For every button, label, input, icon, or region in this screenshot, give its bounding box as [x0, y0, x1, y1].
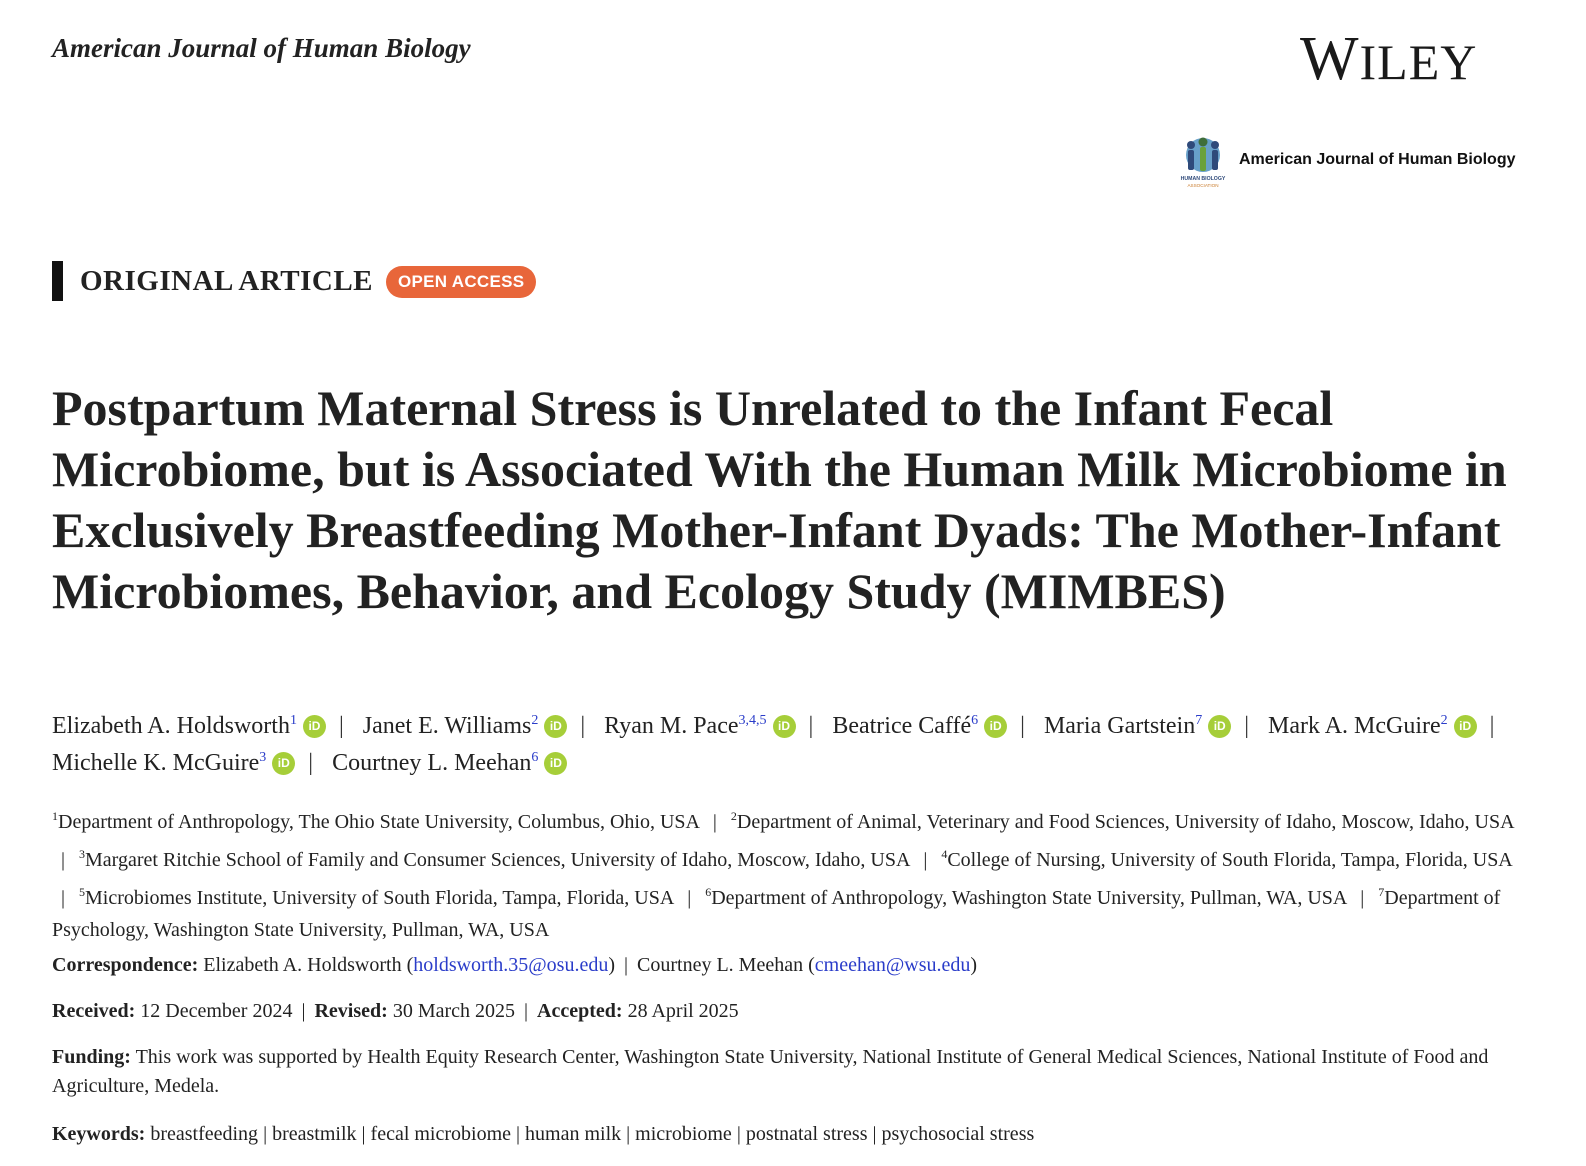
keywords-label: Keywords:	[52, 1123, 146, 1145]
author-list	[52, 705, 1532, 779]
affiliation-number: 5	[79, 885, 86, 899]
orcid-icon[interactable]: iD	[984, 715, 1007, 738]
separator: |	[872, 1123, 877, 1145]
society-block	[1172, 136, 1517, 192]
orcid-icon[interactable]: iD	[303, 715, 326, 738]
received-date: 12 December 2024	[140, 1000, 293, 1022]
affiliation	[941, 849, 1511, 871]
correspondence-person: Elizabeth A. Holdsworth	[203, 954, 402, 976]
society-logo	[1172, 136, 1234, 190]
affiliation-text: Department of Anthropology, Washington State University, Pullman, WA, USA	[711, 887, 1347, 909]
separator: |	[338, 713, 344, 739]
article-title: Postpartum Maternal Stress is Unrelated to the Infant Fecal Microbiome, but is Associated With the Human Milk Microbiome in Exclusively Breastfeeding Mother-Infant Dyads: The Mother-Infant Microbiomes, Behavior, and Ecology Study (MIMBES)	[52, 380, 1507, 619]
svg-text:HUMAN BIOLOGY: HUMAN BIOLOGY	[1180, 176, 1226, 182]
affiliations	[52, 800, 1522, 946]
funding	[52, 1043, 1522, 1101]
affiliation-text: Department of Psychology, Washington State University, Pullman, WA, USA	[52, 887, 1501, 941]
author	[832, 713, 1007, 739]
accepted-date: 28 April 2025	[627, 1000, 739, 1022]
article-dates	[52, 997, 1522, 1026]
author	[332, 750, 567, 776]
keyword[interactable]: psychosocial stress	[881, 1123, 1035, 1145]
separator: |	[61, 849, 66, 871]
keyword[interactable]: microbiome	[635, 1123, 732, 1145]
affiliation	[705, 887, 1346, 909]
keywords	[52, 1120, 1522, 1149]
separator: |	[1489, 713, 1495, 739]
affiliation-ref[interactable]: 6	[971, 713, 979, 728]
orcid-icon[interactable]: iD	[272, 752, 295, 775]
separator: |	[712, 811, 717, 833]
separator: |	[1360, 887, 1365, 909]
journal-name: American Journal of Human Biology	[52, 33, 471, 63]
separator: |	[736, 1123, 741, 1145]
separator: |	[687, 887, 692, 909]
author	[1268, 713, 1477, 739]
keyword[interactable]: fecal microbiome	[370, 1123, 512, 1145]
orcid-icon[interactable]: iD	[544, 752, 567, 775]
revised-date: 30 March 2025	[392, 1000, 516, 1022]
funding-label: Funding:	[52, 1046, 131, 1068]
separator: |	[1244, 713, 1250, 739]
author	[52, 713, 326, 739]
affiliation-text: College of Nursing, University of South Florida, Tampa, Florida, USA	[947, 849, 1512, 871]
author	[363, 713, 568, 739]
affiliation-ref[interactable]: 1	[289, 713, 297, 728]
separator: |	[624, 954, 629, 976]
author-name: Mark A. McGuire	[1268, 713, 1441, 739]
author	[1044, 713, 1231, 739]
separator: |	[61, 887, 66, 909]
email-link[interactable]: holdsworth.35@osu.edu	[413, 954, 609, 976]
received-label: Received:	[52, 1000, 136, 1022]
separator: |	[301, 1000, 306, 1022]
affiliation-text: Margaret Ritchie School of Family and Consumer Sciences, University of Idaho, Moscow, Idaho, USA	[85, 849, 910, 871]
orcid-icon[interactable]: iD	[1454, 715, 1477, 738]
orcid-icon[interactable]: iD	[773, 715, 796, 738]
separator: |	[808, 713, 814, 739]
correspondence-person: Courtney L. Meehan	[637, 954, 804, 976]
funding-text: This work was supported by Health Equity Research Center, Washington State University, National Institute of General Medical Sciences, National Institute of Food and Agriculture, Medela.	[52, 1046, 1489, 1097]
affiliation-text: Department of Anthropology, The Ohio State University, Columbus, Ohio, USA	[58, 811, 699, 833]
keyword[interactable]: postnatal stress	[745, 1123, 868, 1145]
author-name: Beatrice Caffé	[832, 713, 972, 739]
affiliation-number: 2	[730, 809, 737, 823]
keyword[interactable]: breastmilk	[272, 1123, 357, 1145]
affiliation	[731, 811, 1514, 833]
author	[52, 750, 295, 776]
author	[604, 713, 795, 739]
separator: |	[308, 750, 314, 776]
separator: |	[524, 1000, 529, 1022]
revised-label: Revised:	[314, 1000, 388, 1022]
separator: |	[516, 1123, 521, 1145]
correspondence: Correspondence: Elizabeth A. Holdsworth (holdsworth.35@osu.edu) | Courtney L. Meehan (cmeehan@wsu.edu)	[52, 954, 978, 976]
affiliation-text: Department of Animal, Veterinary and Food Sciences, University of Idaho, Moscow, Idaho, USA	[736, 811, 1514, 833]
author-name: Maria Gartstein	[1043, 713, 1196, 739]
open-access-badge: OPEN ACCESS	[386, 266, 536, 298]
separator: |	[361, 1123, 366, 1145]
affiliation-ref[interactable]: 2	[1440, 713, 1448, 728]
affiliation-ref[interactable]: 7	[1195, 713, 1203, 728]
keyword[interactable]: human milk	[525, 1123, 622, 1145]
society-journal-name: American Journal of Human Biology	[1239, 151, 1516, 168]
affiliation	[79, 849, 909, 871]
article-type-bar	[52, 261, 63, 301]
separator: |	[1020, 713, 1025, 739]
author-name: Elizabeth A. Holdsworth	[52, 713, 290, 739]
separator: |	[923, 849, 928, 871]
affiliation-ref[interactable]: 2	[531, 713, 539, 728]
affiliation-ref[interactable]: 3,4,5	[738, 713, 767, 728]
keyword[interactable]: breastfeeding	[150, 1123, 259, 1145]
correspondence-label: Correspondence:	[52, 954, 199, 976]
publisher-logo: WILEY	[1300, 25, 1478, 93]
affiliation-number: 3	[79, 847, 86, 861]
separator: |	[580, 713, 586, 739]
separator: |	[263, 1123, 268, 1145]
email-link[interactable]: cmeehan@wsu.edu	[814, 954, 971, 976]
author-name: Janet E. Williams	[362, 713, 532, 739]
svg-text:ASSOCIATION: ASSOCIATION	[1187, 183, 1219, 188]
article-type: ORIGINAL ARTICLE	[80, 265, 374, 297]
orcid-icon[interactable]: iD	[1208, 715, 1231, 738]
affiliation-number: 6	[705, 885, 712, 899]
separator: |	[626, 1123, 631, 1145]
affiliation-number: 1	[52, 809, 58, 823]
affiliation-ref[interactable]: 3	[259, 750, 267, 765]
affiliation-number: 7	[1378, 885, 1385, 899]
author-name: Courtney L. Meehan	[332, 750, 532, 776]
affiliation-number: 4	[941, 847, 948, 861]
affiliation-text: Microbiomes Institute, University of South Florida, Tampa, Florida, USA	[85, 887, 674, 909]
author-name: Ryan M. Pace	[604, 713, 739, 739]
affiliation	[52, 811, 699, 833]
accepted-label: Accepted:	[537, 1000, 623, 1022]
orcid-icon[interactable]: iD	[544, 715, 567, 738]
author-name: Michelle K. McGuire	[52, 750, 260, 776]
affiliation-ref[interactable]: 6	[531, 750, 539, 765]
affiliation	[79, 887, 673, 909]
